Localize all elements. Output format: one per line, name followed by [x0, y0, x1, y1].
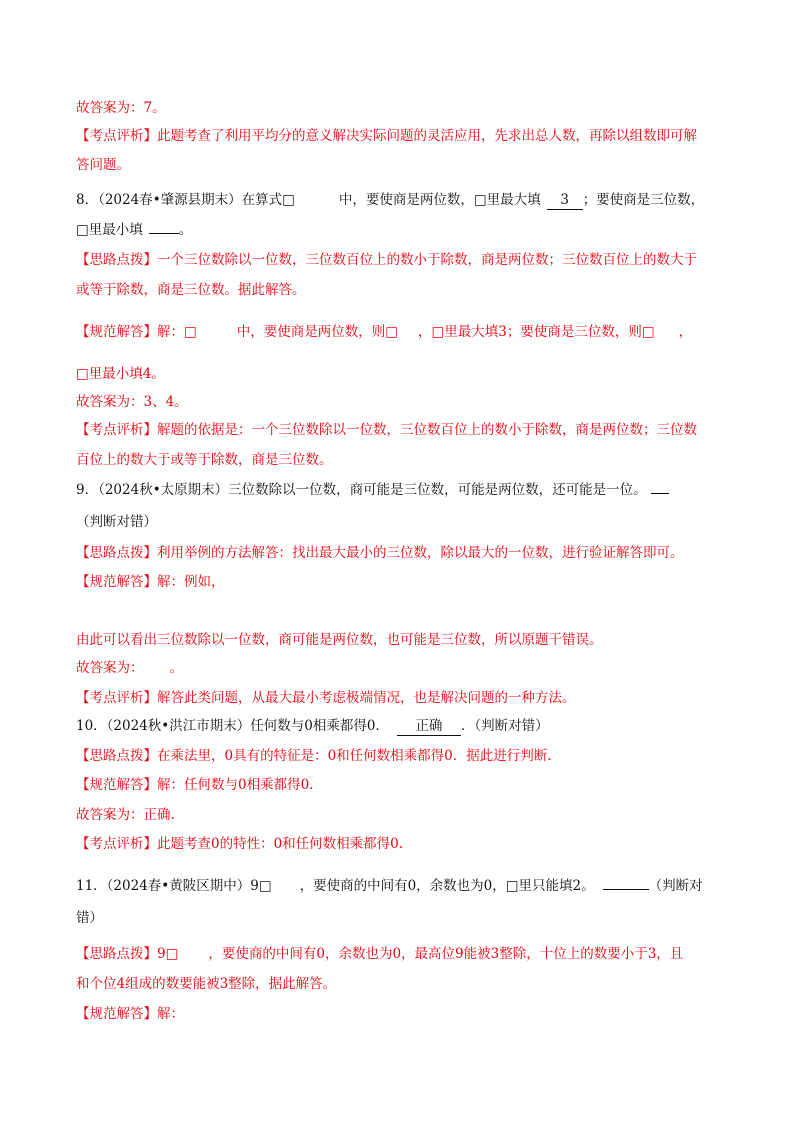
tag-label: 【考点评析】	[76, 690, 157, 706]
analysis-cont: 百位上的数大于或等于除数，商是三位数。	[76, 452, 333, 468]
question-8: 8．（2024春•肇源县期末）在算式□ 中，要使商是两位数，□里最大填 3 ；要使商是三位数，	[76, 192, 705, 208]
tag-label: 【思路点拨】	[76, 946, 157, 962]
tag-label: 【思路点拨】	[76, 545, 157, 561]
question-9-cont: （判断对错）	[76, 514, 157, 530]
solution-line: 【规范解答】解：例如，	[76, 574, 225, 590]
solution-line: 【规范解答】解：□ 中，要使商是两位数，则□ ，□里最大填3；要使商是三位数，则□ ，	[76, 324, 693, 340]
tag-label: 【考点评析】	[76, 422, 157, 438]
tag-label: 【规范解答】	[76, 574, 157, 590]
analysis-line: 【考点评析】此题考查0的特性：0和任何数相乘都得0.	[76, 836, 404, 852]
hint-line: 【思路点拨】在乘法里，0具有的特征是：0和任何数相乘都得0．据此进行判断.	[76, 748, 552, 764]
tag-label: 【考点评析】	[76, 836, 157, 852]
answer-line: 故答案为：7。	[76, 100, 166, 116]
answer-blank	[651, 493, 669, 494]
analysis-line: 【考点评析】此题考查了利用平均分的意义解决实际问题的灵活应用，先求出总人数，再除以组数即可解	[76, 128, 697, 144]
solution-line: 【规范解答】解：任何数与0相乘都得0.	[76, 777, 314, 793]
answer-blank	[149, 233, 179, 234]
question-11-cont: 错）	[76, 910, 103, 926]
answer-line: 故答案为： 。	[76, 660, 183, 676]
solution-line: 【规范解答】解：	[76, 1006, 184, 1022]
hint-cont: 和个位4组成的数要能被3整除，据此解答。	[76, 976, 337, 992]
solution-cont: □里最小填4。	[76, 366, 165, 382]
analysis-cont: 答问题。	[76, 157, 130, 173]
tag-label: 【思路点拨】	[76, 748, 157, 764]
tag-label: 【规范解答】	[76, 324, 157, 340]
question-11: 11．（2024春•黄陂区期中）9□ ，要使商的中间有0，余数也为0，□里只能填2。 （判断对	[76, 878, 703, 894]
hint-line: 【思路点拨】利用举例的方法解答：找出最大最小的三位数，除以最大的一位数，进行验证解答即可。	[76, 545, 684, 561]
analysis-line: 【考点评析】解答此类问题，从最大最小考虑极端情况，也是解决问题的一种方法。	[76, 690, 576, 706]
question-9: 9．（2024秋•太原期末）三位数除以一位数，商可能是三位数，可能是两位数，还可能是一位。	[76, 480, 669, 500]
answer-line: 故答案为：正确.	[76, 807, 175, 823]
answer-blank	[603, 889, 649, 890]
tag-label: 【规范解答】	[76, 777, 157, 793]
analysis-line: 【考点评析】解题的依据是：一个三位数除以一位数，三位数百位上的数小于除数，商是两位数；三位数	[76, 422, 697, 438]
hint-line: 【思路点拨】9□ ，要使商的中间有0，余数也为0，最高位9能被3整除，十位上的数要小于3，且	[76, 946, 684, 962]
answer-blank: 正确	[397, 717, 461, 736]
hint-line: 【思路点拨】一个三位数除以一位数，三位数百位上的数小于除数，商是两位数；三位数百位上的数大于	[76, 252, 697, 268]
question-10: 10．（2024秋•洪江市期末）任何数与0相乘都得0． 正确 ．（判断对错）	[76, 718, 549, 734]
tag-label: 【规范解答】	[76, 1006, 157, 1022]
solution-cont: 由此可以看出三位数除以一位数，商可能是两位数，也可能是三位数，所以原题干错误。	[76, 632, 603, 648]
answer-blank: 3	[547, 191, 583, 210]
tag-label: 【考点评析】	[76, 128, 157, 144]
answer-line: 故答案为：3、4。	[76, 394, 188, 410]
tag-label: 【思路点拨】	[76, 252, 157, 268]
question-8-cont: □里最小填 。	[76, 222, 193, 238]
hint-cont: 或等于除数，商是三位数。据此解答。	[76, 282, 306, 298]
